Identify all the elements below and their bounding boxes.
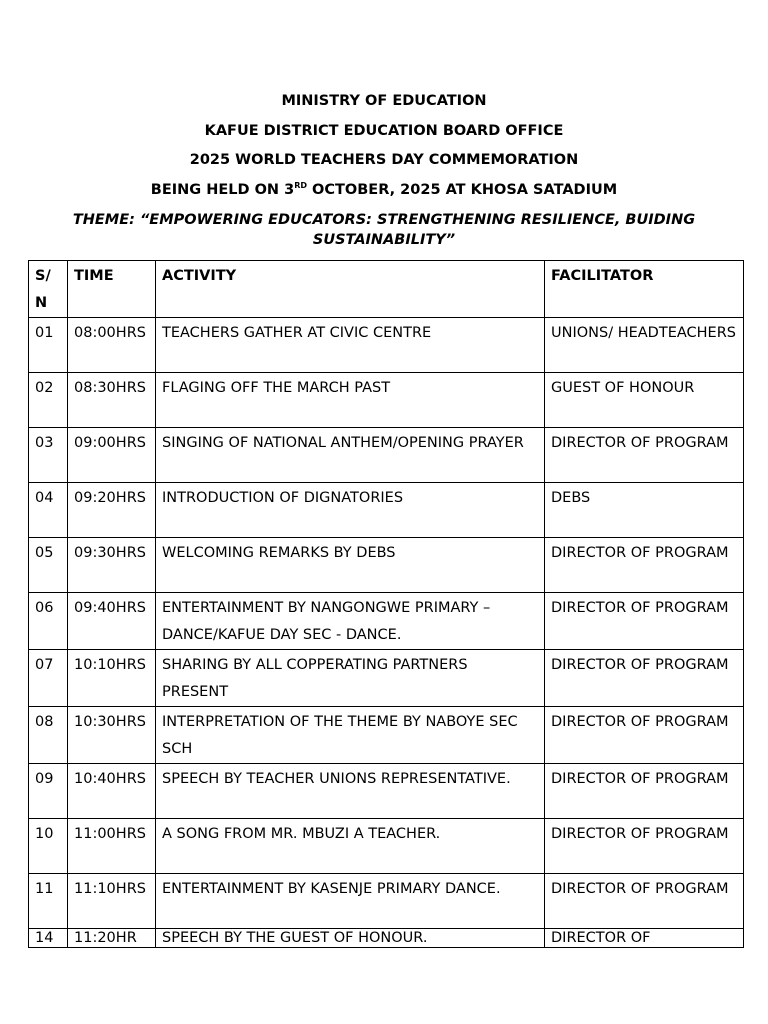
table-row — [29, 373, 744, 428]
cell-activity: A SONG FROM MR. MBUZI A TEACHER. — [156, 819, 545, 874]
cell-facilitator: DEBS — [545, 483, 744, 538]
date-venue-post: OCTOBER, 2025 AT KHOSA SATADIUM — [307, 182, 618, 198]
cell-sn: 11 — [29, 874, 68, 929]
cell-sn: 03 — [29, 428, 68, 483]
cell-time: 10:10HRS — [68, 650, 156, 707]
cell-activity: INTERPRETATION OF THE THEME BY NABOYE SEC SCH — [156, 707, 545, 764]
office-heading: KAFUE DISTRICT EDUCATION BOARD OFFICE — [204, 123, 564, 139]
cell-activity: SPEECH BY THE GUEST OF HONOUR. — [156, 929, 545, 948]
cell-sn: 07 — [29, 650, 68, 707]
ministry-heading: MINISTRY OF EDUCATION — [281, 93, 487, 109]
cell-activity: WELCOMING REMARKS BY DEBS — [156, 538, 545, 593]
cell-sn: 02 — [29, 373, 68, 428]
cell-time: 11:20HR — [68, 929, 156, 948]
table-row — [29, 593, 744, 650]
table-row-cut-off — [29, 929, 744, 948]
cell-sn: 01 — [29, 318, 68, 373]
cell-time: 08:30HRS — [68, 373, 156, 428]
cell-facilitator: DIRECTOR OF PROGRAM — [545, 650, 744, 707]
cell-time: 08:00HRS — [68, 318, 156, 373]
cell-activity: ENTERTAINMENT BY KASENJE PRIMARY DANCE. — [156, 874, 545, 929]
cell-activity: SPEECH BY TEACHER UNIONS REPRESENTATIVE. — [156, 764, 545, 819]
table-row — [29, 707, 744, 764]
cell-activity: FLAGING OFF THE MARCH PAST — [156, 373, 545, 428]
cell-time: 10:40HRS — [68, 764, 156, 819]
table-row — [29, 650, 744, 707]
cell-time: 11:10HRS — [68, 874, 156, 929]
cell-facilitator: DIRECTOR OF — [545, 929, 744, 948]
cell-facilitator: DIRECTOR OF PROGRAM — [545, 819, 744, 874]
cell-facilitator: DIRECTOR OF PROGRAM — [545, 874, 744, 929]
cell-time: 09:20HRS — [68, 483, 156, 538]
column-header-sn: S/N — [29, 261, 68, 318]
cell-facilitator: GUEST OF HONOUR — [545, 373, 744, 428]
cell-sn: 04 — [29, 483, 68, 538]
cell-sn: 14 — [29, 929, 68, 948]
date-ordinal-suffix: RD — [294, 181, 307, 190]
cell-facilitator: DIRECTOR OF PROGRAM — [545, 593, 744, 650]
table-row — [29, 819, 744, 874]
cell-time: 11:00HRS — [68, 819, 156, 874]
table-body — [29, 318, 744, 948]
cell-activity: SHARING BY ALL COPPERATING PARTNERS PRESENT — [156, 650, 545, 707]
column-header-facilitator: FACILITATOR — [545, 261, 744, 318]
date-venue-heading — [0, 180, 768, 200]
table-row — [29, 874, 744, 929]
table-row — [29, 318, 744, 373]
programme-table — [28, 260, 744, 948]
cell-time: 10:30HRS — [68, 707, 156, 764]
event-heading: 2025 WORLD TEACHERS DAY COMMEMORATION — [189, 152, 579, 168]
cell-sn: 10 — [29, 819, 68, 874]
cell-facilitator: DIRECTOR OF PROGRAM — [545, 707, 744, 764]
cell-facilitator: DIRECTOR OF PROGRAM — [545, 538, 744, 593]
cell-activity: TEACHERS GATHER AT CIVIC CENTRE — [156, 318, 545, 373]
cell-activity: INTRODUCTION OF DIGNATORIES — [156, 483, 545, 538]
cell-sn: 09 — [29, 764, 68, 819]
cell-time: 09:30HRS — [68, 538, 156, 593]
column-header-activity: ACTIVITY — [156, 261, 545, 318]
cell-sn: 05 — [29, 538, 68, 593]
cell-facilitator: DIRECTOR OF PROGRAM — [545, 428, 744, 483]
cell-facilitator: DIRECTOR OF PROGRAM — [545, 764, 744, 819]
column-header-time: TIME — [68, 261, 156, 318]
table-header-row — [29, 261, 744, 318]
date-venue-pre: BEING HELD ON 3 — [150, 182, 295, 198]
cell-facilitator: UNIONS/ HEADTEACHERS — [545, 318, 744, 373]
cell-activity: ENTERTAINMENT BY NANGONGWE PRIMARY – DANCE/KAFUE DAY SEC - DANCE. — [156, 593, 545, 650]
table-row — [29, 483, 744, 538]
table-row — [29, 428, 744, 483]
cell-sn: 06 — [29, 593, 68, 650]
cell-sn: 08 — [29, 707, 68, 764]
theme-heading: THEME: “EMPOWERING EDUCATORS: STRENGTHENING RESILIENCE, BUIDING SUSTAINABILITY” — [72, 212, 696, 248]
cell-time: 09:40HRS — [68, 593, 156, 650]
cell-activity: SINGING OF NATIONAL ANTHEM/OPENING PRAYER — [156, 428, 545, 483]
table-row — [29, 538, 744, 593]
table-row — [29, 764, 744, 819]
cell-time: 09:00HRS — [68, 428, 156, 483]
